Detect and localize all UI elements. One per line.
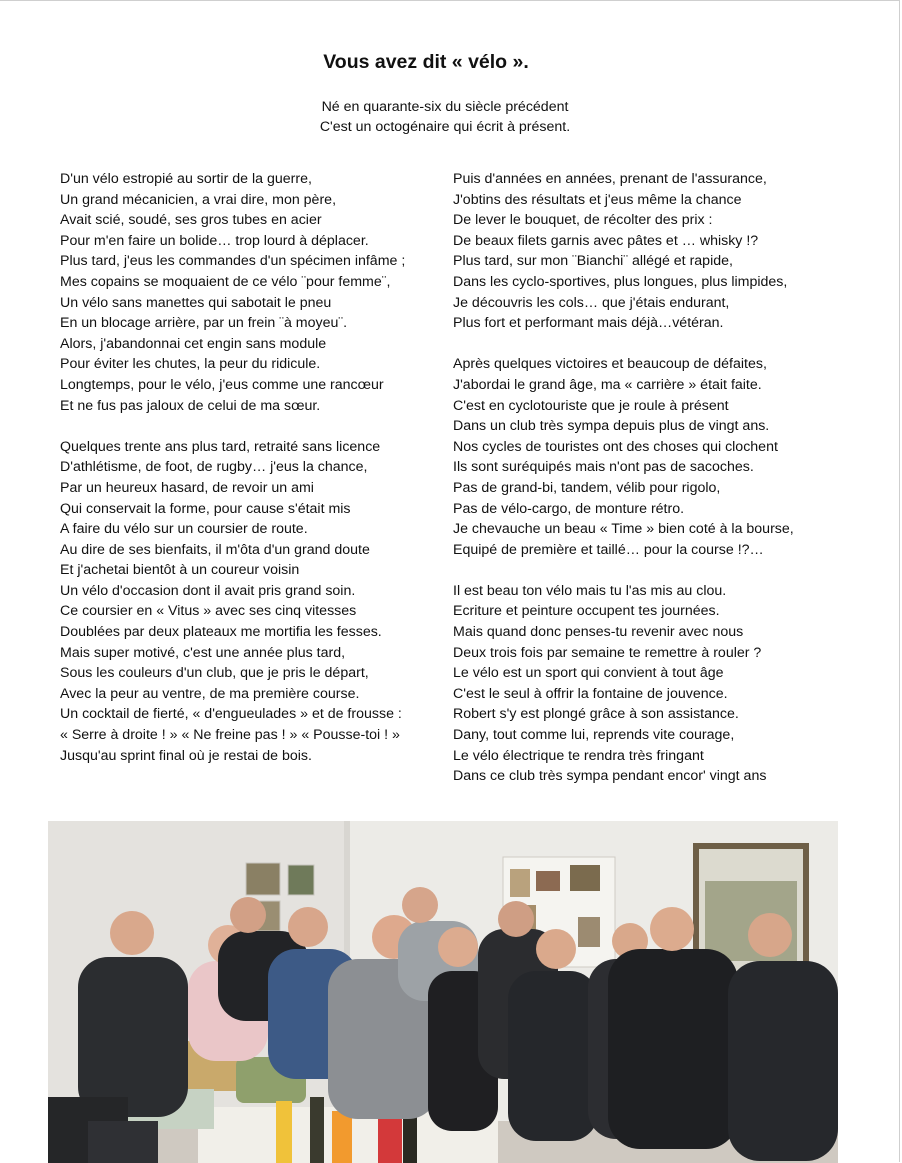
poem-line: J'obtins des résultats et j'eus même la chance [453, 191, 742, 208]
right-stanza [453, 354, 853, 560]
poem-line: Qui conservait la forme, pour cause s'était mis [60, 500, 351, 517]
poem-line: Equipé de première et taillé… pour la course !?… [453, 541, 764, 558]
poem-line: Dans les cyclo-sportives, plus longues, plus limpides, [453, 273, 788, 290]
poem-line: Et ne fus pas jaloux de celui de ma sœur. [60, 397, 321, 414]
intro-line: C'est un octogénaire qui écrit à présent. [319, 119, 571, 135]
poem-line: Pas de grand-bi, tandem, vélib pour rigolo, [453, 479, 721, 496]
poem-line: D'athlétisme, de foot, de rugby… j'eus la chance, [60, 459, 368, 476]
poem-line: « Serre à droite ! » « Ne freine pas ! » « Pousse-toi ! » [60, 727, 400, 744]
poem-line: De lever le bouquet, de récolter des prix : [453, 212, 713, 229]
poem-line: En un blocage arrière, par un frein ¨à moyeu¨. [60, 315, 348, 332]
group-photo [48, 821, 838, 1163]
poem-line: De beaux filets garnis avec pâtes et … whisky !? [453, 232, 759, 249]
poem-intro [0, 97, 890, 137]
poem-line: Ce coursier en « Vitus » avec ses cinq vitesses [60, 603, 357, 620]
poem-line: Un grand mécanicien, a vrai dire, mon père, [60, 191, 337, 208]
poem-line: Robert s'y est plongé grâce à son assistance. [453, 706, 739, 723]
left-stanza [60, 437, 445, 767]
poem-line: A faire du vélo sur un coursier de route. [60, 521, 308, 538]
poem-column-right [453, 169, 853, 807]
poem-line: Mais super motivé, c'est une année plus tard, [60, 644, 346, 661]
group-photo-image [48, 821, 838, 1163]
poem-line: Plus fort et performant mais déjà…vétéran. [453, 315, 724, 332]
poem-line: Il est beau ton vélo mais tu l'as mis au clou. [453, 582, 727, 599]
poem-line: Un vélo d'occasion dont il avait pris grand soin. [60, 582, 356, 599]
left-stanza [60, 169, 445, 416]
poem-line: Dans ce club très sympa pendant encor' vingt ans [453, 768, 767, 785]
poem-line: Par un heureux hasard, de revoir un ami [60, 479, 314, 496]
poem-line: Pour m'en faire un bolide… trop lourd à déplacer. [60, 232, 369, 249]
intro-line: Né en quarante-six du siècle précédent [321, 99, 569, 115]
right-stanza [453, 581, 853, 787]
poem-line: C'est en cyclotouriste que je roule à présent [453, 397, 729, 414]
poem-line: Un vélo sans manettes qui sabotait le pneu [60, 294, 332, 311]
poem-line: Un cocktail de fierté, « d'engueulades » et de frousse : [60, 706, 402, 723]
poem-line: Je découvris les cols… que j'étais endurant, [453, 294, 730, 311]
poem-line: Pour éviter les chutes, la peur du ridicule. [60, 356, 321, 373]
poem-line: C'est le seul à offrir la fontaine de jouvence. [453, 685, 728, 702]
poem-line: J'abordai le grand âge, ma « carrière » était faite. [453, 376, 762, 393]
poem-line: Avec la peur au ventre, de ma première course. [60, 685, 360, 702]
poem-line: Alors, j'abandonnai cet engin sans module [60, 335, 327, 352]
poem-line: Puis d'années en années, prenant de l'assurance, [453, 171, 767, 187]
poem-column-left [60, 169, 445, 787]
poem-line: Quelques trente ans plus tard, retraité sans licence [60, 438, 381, 455]
poem-line: Le vélo électrique te rendra très fringant [453, 747, 704, 764]
poem-line: Sous les couleurs d'un club, que je pris le départ, [60, 665, 369, 682]
poem-line: Le vélo est un sport qui convient à tout âge [453, 665, 724, 682]
poem-line: Plus tard, j'eus les commandes d'un spécimen infâme ; [60, 253, 406, 270]
poem-line: Longtemps, pour le vélo, j'eus comme une rancœur [60, 376, 384, 393]
poem-line: Doublées par deux plateaux me mortifia les fesses. [60, 624, 382, 641]
poem-line: Et j'achetai bientôt à un coureur voisin [60, 562, 300, 579]
poem-line: Dans un club très sympa depuis plus de vingt ans. [453, 418, 770, 435]
poem-line: Après quelques victoires et beaucoup de défaites, [453, 356, 767, 373]
poem-line: Ils sont suréquipés mais n'ont pas de sacoches. [453, 459, 754, 476]
poem-line: Au dire de ses bienfaits, il m'ôta d'un grand doute [60, 541, 370, 558]
poem-line: Ecriture et peinture occupent tes journées. [453, 603, 720, 620]
poem-line: Nos cycles de touristes ont des choses qui clochent [453, 438, 778, 455]
poem-line: Je chevauche un beau « Time » bien coté à la bourse, [453, 521, 794, 538]
poem-line: D'un vélo estropié au sortir de la guerre, [60, 171, 312, 187]
poem-line: Jusqu'au sprint final où je restai de bois. [60, 747, 312, 764]
poem-line: Mes copains se moquaient de ce vélo ¨pour femme¨, [60, 273, 391, 290]
poem-line: Plus tard, sur mon ¨Bianchi¨ allégé et rapide, [453, 253, 733, 270]
poem-line: Deux trois fois par semaine te remettre à rouler ? [453, 644, 762, 661]
poem-line: Dany, tout comme lui, reprends vite courage, [453, 727, 735, 744]
right-stanza [453, 169, 853, 334]
poem-line: Avait scié, soudé, ses gros tubes en acier [60, 212, 322, 229]
poem-title: Vous avez dit « vélo ». [323, 51, 529, 73]
poem-line: Pas de vélo-cargo, de monture rétro. [453, 500, 685, 517]
poem-line: Mais quand donc penses-tu revenir avec nous [453, 624, 744, 641]
